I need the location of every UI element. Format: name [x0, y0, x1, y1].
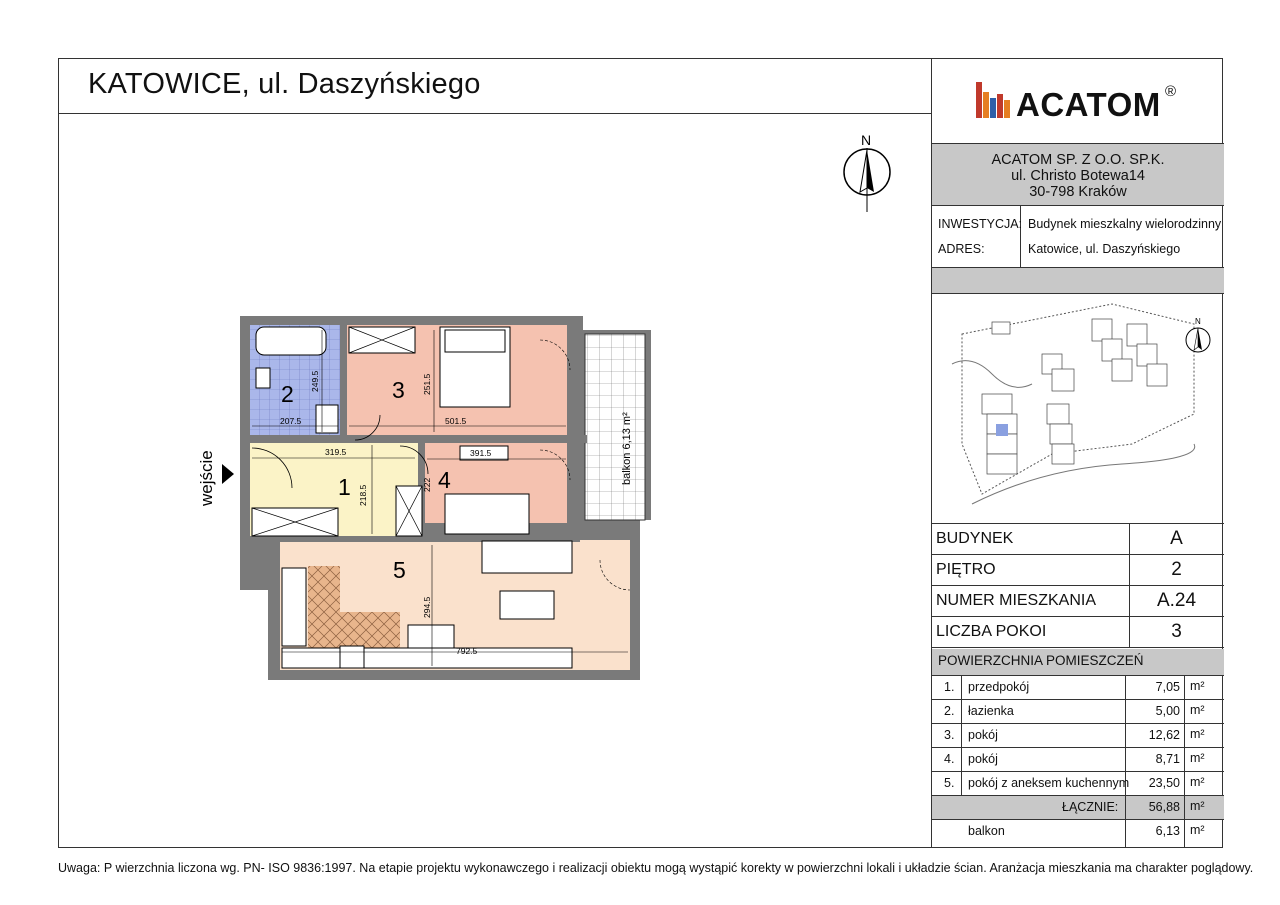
dim-living-width: 792.5 — [456, 646, 478, 656]
sidebar — [931, 58, 1223, 848]
gray-band — [932, 268, 1224, 294]
page-title: KATOWICE, ul. Daszyńskiego — [88, 68, 481, 100]
dim-room4-width: 391.5 — [470, 448, 492, 458]
balcony-label: balkon 6,13 m² — [621, 412, 633, 485]
info-label: PIĘTRO — [936, 561, 996, 578]
area-no: 1. — [944, 680, 955, 694]
area-unit: m² — [1190, 679, 1205, 693]
total-value: 56,88 — [1148, 800, 1180, 814]
acatom-logo-icon — [976, 80, 1016, 120]
address-value: Katowice, ul. Daszyńskiego — [1028, 242, 1181, 256]
dim-room3-width: 501.5 — [445, 416, 467, 426]
site-north-label: N — [1195, 317, 1201, 326]
info-label: NUMER MIESZKANIA — [936, 592, 1097, 609]
dim-living-height: 294.5 — [422, 596, 432, 618]
info-value: 2 — [1171, 559, 1182, 580]
room-number-1: 1 — [338, 474, 351, 500]
area-value: 5,00 — [1155, 704, 1180, 718]
area-value: 8,71 — [1155, 752, 1180, 766]
area-name: przedpokój — [968, 680, 1030, 694]
room-number-3: 3 — [392, 377, 405, 403]
company-block — [932, 144, 1224, 206]
area-name: pokój z aneksem kuchennym — [968, 776, 1130, 790]
area-no: 4. — [944, 752, 955, 766]
info-value: A.24 — [1156, 590, 1197, 611]
area-name: pokój — [968, 752, 998, 766]
area-row — [932, 676, 1224, 700]
info-value: A — [1170, 528, 1183, 549]
info-row-rooms — [932, 617, 1224, 648]
area-value: 23,50 — [1148, 776, 1180, 790]
investment-value: Budynek mieszkalny wielorodzinny — [1028, 217, 1222, 231]
site-map — [932, 294, 1224, 524]
company-city: 30-798 Kraków — [1029, 184, 1127, 200]
room-number-4: 4 — [438, 467, 451, 493]
info-label: LICZBA POKOI — [936, 623, 1047, 640]
address-label: ADRES: — [938, 242, 985, 256]
area-total-row — [932, 796, 1224, 820]
area-row — [932, 700, 1224, 724]
area-row — [932, 748, 1224, 772]
areas-heading: POWIERZCHNIA POMIESZCZEŃ — [932, 649, 1224, 676]
balcony-row-label: balkon — [968, 824, 1005, 838]
total-unit: m² — [1190, 799, 1205, 813]
area-no: 2. — [944, 704, 955, 718]
company-name: ACATOM SP. Z O.O. SP.K. — [991, 152, 1165, 168]
dim-bath-height: 249.5 — [310, 370, 320, 392]
area-name: łazienka — [968, 704, 1014, 718]
info-value: 3 — [1171, 621, 1182, 642]
logo-block — [932, 58, 1224, 144]
area-value: 7,05 — [1155, 680, 1180, 694]
dim-hall-width: 319.5 — [325, 447, 347, 457]
dim-room3-height: 251.5 — [422, 373, 432, 395]
area-no: 5. — [944, 776, 955, 790]
footer-note: Uwaga: P wierzchnia liczona wg. PN- ISO 9836:1997. Na etapie projektu wykonawczego i realizacji obiektu mogą wystąpić korekty w powierzchni lokali i układzie ścian. Aranżacja mieszkania ma charakter poglądowy. — [58, 861, 1254, 875]
area-unit: m² — [1190, 727, 1205, 741]
area-no: 3. — [944, 728, 955, 742]
info-label: BUDYNEK — [936, 530, 1014, 547]
dim-room4-height: 222 — [422, 477, 432, 492]
area-unit: m² — [1190, 751, 1205, 765]
investment-label: INWESTYCJA: — [938, 217, 1023, 231]
logo-registered: ® — [1165, 83, 1177, 100]
site-north-arrow-icon — [1186, 328, 1210, 352]
area-name: pokój — [968, 728, 998, 742]
area-value: 12,62 — [1148, 728, 1180, 742]
north-label: N — [861, 132, 872, 148]
dim-bath-width: 207.5 — [280, 416, 302, 426]
entrance-label: wejście — [197, 450, 216, 506]
area-unit: m² — [1190, 703, 1205, 717]
balcony-row-unit: m² — [1190, 823, 1205, 837]
site-building-highlight — [996, 424, 1008, 436]
entrance-arrow-icon — [222, 464, 234, 484]
area-unit: m² — [1190, 775, 1205, 789]
balcony-row-value: 6,13 — [1155, 824, 1180, 838]
investment-block — [932, 206, 1224, 268]
info-row-floor — [932, 555, 1224, 586]
total-label: ŁĄCZNIE: — [1062, 800, 1119, 814]
area-row — [932, 772, 1224, 796]
room-number-2: 2 — [281, 381, 294, 407]
dim-hall-height: 218.5 — [358, 484, 368, 506]
room-number-5: 5 — [393, 557, 406, 583]
logo-text: ACATOM — [1016, 86, 1161, 123]
area-balcony-row — [932, 820, 1224, 847]
info-row-apartment — [932, 586, 1224, 617]
info-row-building — [932, 524, 1224, 555]
area-row — [932, 724, 1224, 748]
north-arrow-icon — [844, 148, 890, 212]
balcony-area — [585, 334, 645, 520]
company-street: ul. Christo Botewa14 — [1011, 168, 1145, 184]
